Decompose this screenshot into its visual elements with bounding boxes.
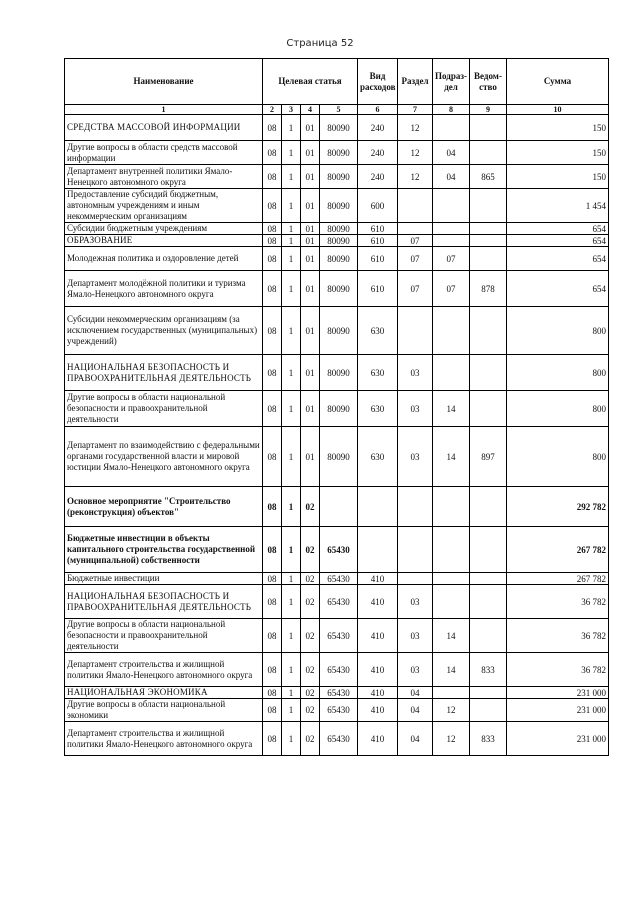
target-part-4: 80090 <box>320 247 358 271</box>
target-part-4: 65430 <box>320 722 358 756</box>
target-part-2: 1 <box>282 527 301 573</box>
table-row <box>65 355 609 391</box>
target-part-3: 01 <box>301 271 320 307</box>
target-part-2: 1 <box>282 235 301 247</box>
amount: 292 782 <box>507 487 609 527</box>
section: 07 <box>398 235 433 247</box>
row-name: Бюджетные инвестиции <box>65 573 263 585</box>
header-vedomstvo: Ведом-ство <box>470 59 507 105</box>
department-code <box>470 573 507 585</box>
expense-type: 410 <box>358 573 398 585</box>
section <box>398 307 433 355</box>
table-body <box>65 115 609 756</box>
department-code: 833 <box>470 722 507 756</box>
header-row <box>65 59 609 105</box>
expense-type: 410 <box>358 619 398 653</box>
target-part-4: 65430 <box>320 699 358 722</box>
amount: 36 782 <box>507 585 609 619</box>
target-part-1: 08 <box>263 189 282 223</box>
target-part-1: 08 <box>263 223 282 235</box>
target-part-1: 08 <box>263 247 282 271</box>
department-code <box>470 247 507 271</box>
column-number: 9 <box>470 105 507 115</box>
header-target: Целевая статья <box>263 59 358 105</box>
section: 03 <box>398 427 433 487</box>
amount: 654 <box>507 271 609 307</box>
target-part-2: 1 <box>282 355 301 391</box>
department-code <box>470 687 507 699</box>
expense-type <box>358 527 398 573</box>
subsection: 07 <box>433 271 470 307</box>
table-row <box>65 391 609 427</box>
target-part-2: 1 <box>282 115 301 141</box>
amount: 654 <box>507 235 609 247</box>
section: 03 <box>398 653 433 687</box>
expense-type: 600 <box>358 189 398 223</box>
header-summa: Сумма <box>507 59 609 105</box>
target-part-1: 08 <box>263 141 282 165</box>
target-part-1: 08 <box>263 722 282 756</box>
table-row <box>65 247 609 271</box>
amount: 654 <box>507 223 609 235</box>
expense-type: 240 <box>358 141 398 165</box>
target-part-1: 08 <box>263 573 282 585</box>
section: 12 <box>398 141 433 165</box>
target-part-1: 08 <box>263 527 282 573</box>
target-part-4: 80090 <box>320 235 358 247</box>
target-part-3: 01 <box>301 247 320 271</box>
section: 07 <box>398 271 433 307</box>
table-row <box>65 687 609 699</box>
row-name: Департамент внутренней политики Ямало-Ненецкого автономного округа <box>65 165 263 189</box>
table-row <box>65 271 609 307</box>
target-part-3: 01 <box>301 235 320 247</box>
table-row <box>65 223 609 235</box>
target-part-3: 01 <box>301 427 320 487</box>
table-row <box>65 653 609 687</box>
row-name: Департамент строительства и жилищной политики Ямало-Ненецкого автономного округа <box>65 653 263 687</box>
row-name: Другие вопросы в области национальной безопасности и правоохранительной деятельности <box>65 391 263 427</box>
target-part-4: 80090 <box>320 165 358 189</box>
target-part-1: 08 <box>263 687 282 699</box>
target-part-3: 02 <box>301 527 320 573</box>
target-part-4: 80090 <box>320 391 358 427</box>
row-name: Основное мероприятие "Строительство (реконструкция) объектов" <box>65 487 263 527</box>
target-part-3: 02 <box>301 573 320 585</box>
expense-type: 610 <box>358 235 398 247</box>
department-code <box>470 307 507 355</box>
amount: 800 <box>507 391 609 427</box>
target-part-2: 1 <box>282 141 301 165</box>
target-part-1: 08 <box>263 307 282 355</box>
department-code: 878 <box>470 271 507 307</box>
target-part-2: 1 <box>282 271 301 307</box>
expense-type: 410 <box>358 699 398 722</box>
header-vid: Вид расходов <box>358 59 398 105</box>
row-name: СРЕДСТВА МАССОВОЙ ИНФОРМАЦИИ <box>65 115 263 141</box>
target-part-4: 80090 <box>320 307 358 355</box>
target-part-1: 08 <box>263 165 282 189</box>
table-row <box>65 165 609 189</box>
table-row <box>65 115 609 141</box>
target-part-3: 02 <box>301 487 320 527</box>
row-name: ОБРАЗОВАНИЕ <box>65 235 263 247</box>
target-part-2: 1 <box>282 653 301 687</box>
table-row <box>65 619 609 653</box>
row-name: НАЦИОНАЛЬНАЯ БЕЗОПАСНОСТЬ И ПРАВООХРАНИТЕЛЬНАЯ ДЕЯТЕЛЬНОСТЬ <box>65 355 263 391</box>
target-part-3: 01 <box>301 165 320 189</box>
department-code <box>470 699 507 722</box>
section <box>398 223 433 235</box>
department-code <box>470 355 507 391</box>
table-row <box>65 141 609 165</box>
row-name: Департамент молодёжной политики и туризма Ямало-Ненецкого автономного округа <box>65 271 263 307</box>
subsection: 04 <box>433 141 470 165</box>
table-row <box>65 573 609 585</box>
target-part-1: 08 <box>263 653 282 687</box>
subsection: 12 <box>433 699 470 722</box>
subsection <box>433 487 470 527</box>
department-code <box>470 141 507 165</box>
section: 03 <box>398 619 433 653</box>
target-part-1: 08 <box>263 487 282 527</box>
target-part-3: 01 <box>301 391 320 427</box>
subsection: 14 <box>433 619 470 653</box>
target-part-2: 1 <box>282 391 301 427</box>
page-number: Страница 52 <box>286 38 354 49</box>
row-name: Бюджетные инвестиции в объекты капитального строительства государственной (муниципальной) собственности <box>65 527 263 573</box>
target-part-4: 65430 <box>320 573 358 585</box>
target-part-2: 1 <box>282 427 301 487</box>
amount: 231 000 <box>507 699 609 722</box>
column-number: 8 <box>433 105 470 115</box>
subsection <box>433 527 470 573</box>
target-part-3: 01 <box>301 189 320 223</box>
expense-type: 610 <box>358 271 398 307</box>
target-part-3: 01 <box>301 355 320 391</box>
expense-type: 410 <box>358 687 398 699</box>
target-part-4: 65430 <box>320 585 358 619</box>
amount: 654 <box>507 247 609 271</box>
amount: 36 782 <box>507 619 609 653</box>
target-part-4: 65430 <box>320 619 358 653</box>
section <box>398 487 433 527</box>
target-part-1: 08 <box>263 115 282 141</box>
expense-type: 610 <box>358 223 398 235</box>
section: 03 <box>398 391 433 427</box>
expense-type: 410 <box>358 585 398 619</box>
target-part-3: 02 <box>301 585 320 619</box>
row-name: Другие вопросы в области национальной безопасности и правоохранительной деятельности <box>65 619 263 653</box>
department-code <box>470 223 507 235</box>
amount: 1 454 <box>507 189 609 223</box>
target-part-4: 80090 <box>320 189 358 223</box>
amount: 150 <box>507 165 609 189</box>
table-row <box>65 699 609 722</box>
department-code <box>470 391 507 427</box>
department-code <box>470 487 507 527</box>
column-numbers-row <box>65 105 609 115</box>
section: 03 <box>398 585 433 619</box>
subsection: 14 <box>433 427 470 487</box>
subsection <box>433 235 470 247</box>
section <box>398 189 433 223</box>
subsection <box>433 573 470 585</box>
department-code <box>470 527 507 573</box>
section: 04 <box>398 699 433 722</box>
expense-type: 410 <box>358 722 398 756</box>
target-part-4: 80090 <box>320 355 358 391</box>
row-name: Другие вопросы в области средств массовой информации <box>65 141 263 165</box>
section: 03 <box>398 355 433 391</box>
section: 12 <box>398 165 433 189</box>
subsection <box>433 307 470 355</box>
amount: 800 <box>507 307 609 355</box>
target-part-2: 1 <box>282 307 301 355</box>
target-part-1: 08 <box>263 391 282 427</box>
section <box>398 573 433 585</box>
department-code <box>470 235 507 247</box>
target-part-2: 1 <box>282 247 301 271</box>
target-part-4: 80090 <box>320 223 358 235</box>
column-number: 1 <box>65 105 263 115</box>
expense-type: 610 <box>358 247 398 271</box>
row-name: Другие вопросы в области национальной экономики <box>65 699 263 722</box>
column-number: 7 <box>398 105 433 115</box>
subsection <box>433 355 470 391</box>
section: 04 <box>398 687 433 699</box>
target-part-3: 02 <box>301 653 320 687</box>
target-part-1: 08 <box>263 235 282 247</box>
subsection <box>433 687 470 699</box>
target-part-1: 08 <box>263 427 282 487</box>
header-podrazdel: Подраз-дел <box>433 59 470 105</box>
subsection: 12 <box>433 722 470 756</box>
target-part-3: 02 <box>301 699 320 722</box>
section: 04 <box>398 722 433 756</box>
table-row <box>65 427 609 487</box>
column-number: 5 <box>320 105 358 115</box>
amount: 231 000 <box>507 687 609 699</box>
target-part-4: 80090 <box>320 141 358 165</box>
target-part-2: 1 <box>282 585 301 619</box>
amount: 267 782 <box>507 527 609 573</box>
expense-type: 630 <box>358 355 398 391</box>
column-number: 2 <box>263 105 282 115</box>
expense-type: 410 <box>358 653 398 687</box>
section: 07 <box>398 247 433 271</box>
header-razdel: Раздел <box>398 59 433 105</box>
row-name: Предоставление субсидий бюджетным, автономным учреждениям и иным некоммерческим организациям <box>65 189 263 223</box>
expense-type: 630 <box>358 391 398 427</box>
target-part-1: 08 <box>263 585 282 619</box>
subsection: 14 <box>433 653 470 687</box>
row-name: Департамент строительства и жилищной политики Ямало-Ненецкого автономного округа <box>65 722 263 756</box>
subsection: 04 <box>433 165 470 189</box>
amount: 150 <box>507 141 609 165</box>
expense-type <box>358 487 398 527</box>
target-part-3: 02 <box>301 619 320 653</box>
target-part-1: 08 <box>263 699 282 722</box>
target-part-3: 01 <box>301 307 320 355</box>
target-part-4 <box>320 487 358 527</box>
row-name: НАЦИОНАЛЬНАЯ БЕЗОПАСНОСТЬ И ПРАВООХРАНИТЕЛЬНАЯ ДЕЯТЕЛЬНОСТЬ <box>65 585 263 619</box>
table-row <box>65 585 609 619</box>
target-part-4: 65430 <box>320 653 358 687</box>
expense-type: 630 <box>358 307 398 355</box>
subsection: 07 <box>433 247 470 271</box>
target-part-2: 1 <box>282 687 301 699</box>
subsection: 14 <box>433 391 470 427</box>
target-part-3: 01 <box>301 141 320 165</box>
subsection <box>433 189 470 223</box>
target-part-3: 01 <box>301 223 320 235</box>
department-code <box>470 619 507 653</box>
amount: 800 <box>507 355 609 391</box>
amount: 267 782 <box>507 573 609 585</box>
column-number: 10 <box>507 105 609 115</box>
target-part-4: 80090 <box>320 427 358 487</box>
row-name: Субсидии некоммерческим организациям (за исключением государственных (муниципальных) учреждений) <box>65 307 263 355</box>
column-number: 6 <box>358 105 398 115</box>
target-part-2: 1 <box>282 722 301 756</box>
budget-table <box>64 58 609 756</box>
target-part-3: 01 <box>301 115 320 141</box>
target-part-2: 1 <box>282 189 301 223</box>
expense-type: 630 <box>358 427 398 487</box>
target-part-2: 1 <box>282 699 301 722</box>
target-part-4: 65430 <box>320 527 358 573</box>
department-code <box>470 189 507 223</box>
target-part-4: 80090 <box>320 115 358 141</box>
department-code: 833 <box>470 653 507 687</box>
row-name: Молодежная политика и оздоровление детей <box>65 247 263 271</box>
row-name: Департамент по взаимодействию с федеральными органами государственной власти и мировой юстиции Ямало-Ненецкого автономного округа <box>65 427 263 487</box>
target-part-2: 1 <box>282 619 301 653</box>
expense-type: 240 <box>358 115 398 141</box>
subsection <box>433 223 470 235</box>
subsection <box>433 585 470 619</box>
table-row <box>65 189 609 223</box>
target-part-2: 1 <box>282 573 301 585</box>
department-code: 865 <box>470 165 507 189</box>
target-part-3: 02 <box>301 722 320 756</box>
column-number: 4 <box>301 105 320 115</box>
column-number: 3 <box>282 105 301 115</box>
target-part-4: 80090 <box>320 271 358 307</box>
target-part-3: 02 <box>301 687 320 699</box>
table-row <box>65 487 609 527</box>
amount: 36 782 <box>507 653 609 687</box>
header-name: Наименование <box>65 59 263 105</box>
table-row <box>65 307 609 355</box>
target-part-2: 1 <box>282 223 301 235</box>
target-part-1: 08 <box>263 271 282 307</box>
department-code <box>470 115 507 141</box>
target-part-1: 08 <box>263 355 282 391</box>
table-row <box>65 527 609 573</box>
target-part-1: 08 <box>263 619 282 653</box>
expense-type: 240 <box>358 165 398 189</box>
amount: 231 000 <box>507 722 609 756</box>
target-part-2: 1 <box>282 487 301 527</box>
table-row <box>65 722 609 756</box>
amount: 800 <box>507 427 609 487</box>
target-part-2: 1 <box>282 165 301 189</box>
section: 12 <box>398 115 433 141</box>
department-code: 897 <box>470 427 507 487</box>
target-part-4: 65430 <box>320 687 358 699</box>
subsection <box>433 115 470 141</box>
amount: 150 <box>507 115 609 141</box>
row-name: Субсидии бюджетным учреждениям <box>65 223 263 235</box>
section <box>398 527 433 573</box>
row-name: НАЦИОНАЛЬНАЯ ЭКОНОМИКА <box>65 687 263 699</box>
department-code <box>470 585 507 619</box>
table-row <box>65 235 609 247</box>
